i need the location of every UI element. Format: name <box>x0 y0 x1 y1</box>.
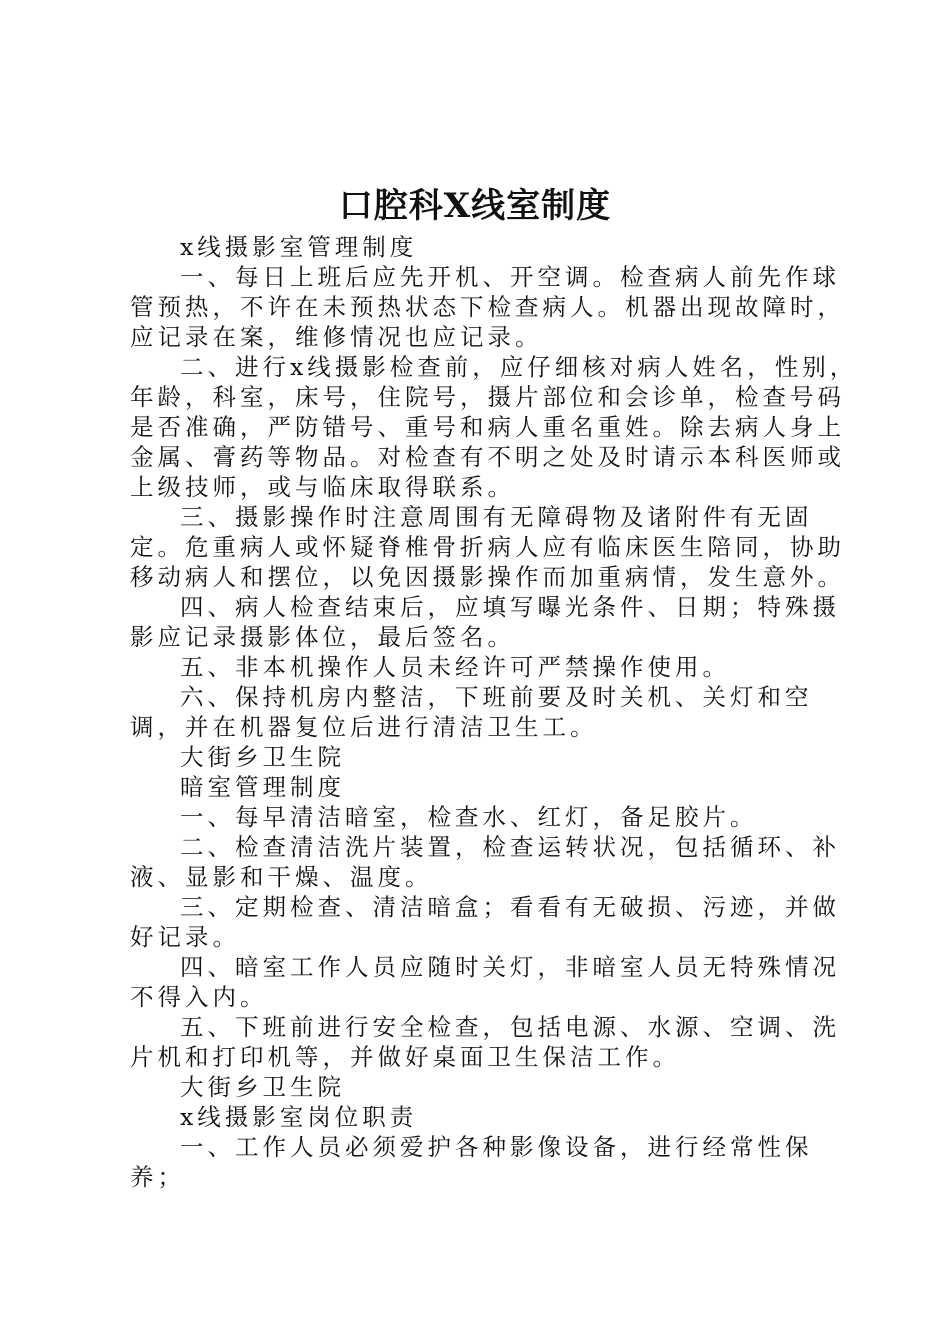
paragraph: 五、下班前进行安全检查，包括电源、水源、空调、洗片机和打印机等，并做好桌面卫生保洁工作。 <box>130 1013 840 1071</box>
paragraph: 四、暗室工作人员应随时关灯，非暗室人员无特殊情况不得入内。 <box>130 953 840 1011</box>
document-title: 口腔科X线室制度 <box>338 186 612 226</box>
institution-name: 大街乡卫生院 <box>180 743 345 771</box>
section-heading-xray-management: x线摄影室管理制度 <box>180 233 418 261</box>
section-heading-xray-duties: x线摄影室岗位职责 <box>180 1103 418 1131</box>
paragraph: 二、检查清洁洗片装置，检查运转状况，包括循环、补液、显影和干燥、温度。 <box>130 833 840 891</box>
paragraph: 四、病人检查结束后，应填写曝光条件、日期；特殊摄影应记录摄影体位，最后签名。 <box>130 593 840 651</box>
paragraph: 一、每日上班后应先开机、开空调。检查病人前先作球管预热，不许在未预热状态下检查病人。机器出现故障时，应记录在案，维修情况也应记录。 <box>130 263 845 351</box>
section-heading-darkroom-management: 暗室管理制度 <box>180 773 345 801</box>
paragraph: 三、摄影操作时注意周围有无障碍物及诸附件有无固定。危重病人或怀疑脊椎骨折病人应有临床医生陪同，协助移动病人和摆位，以免因摄影操作而加重病情，发生意外。 <box>130 503 845 591</box>
paragraph: 一、工作人员必须爱护各种影像设备，进行经常性保养； <box>130 1133 813 1191</box>
document-body <box>130 232 860 1192</box>
paragraph: 二、进行x线摄影检查前，应仔细核对病人姓名，性别，年龄，科室，床号，住院号，摄片部位和会诊单，检查号码是否准确，严防错号、重号和病人重名重姓。除去病人身上金属、膏药等物品。对检查有不明之处及时请示本科医师或上级技师，或与临床取得联系。 <box>130 353 858 501</box>
institution-name: 大街乡卫生院 <box>180 1073 345 1101</box>
paragraph: 六、保持机房内整洁，下班前要及时关机、关灯和空调，并在机器复位后进行清洁卫生工。 <box>130 683 813 741</box>
paragraph: 五、非本机操作人员未经许可严禁操作使用。 <box>180 653 730 681</box>
paragraph: 三、定期检查、清洁暗盒；看看有无破损、污迹，并做好记录。 <box>130 893 840 951</box>
paragraph: 一、每早清洁暗室，检查水、红灯，备足胶片。 <box>180 803 758 831</box>
